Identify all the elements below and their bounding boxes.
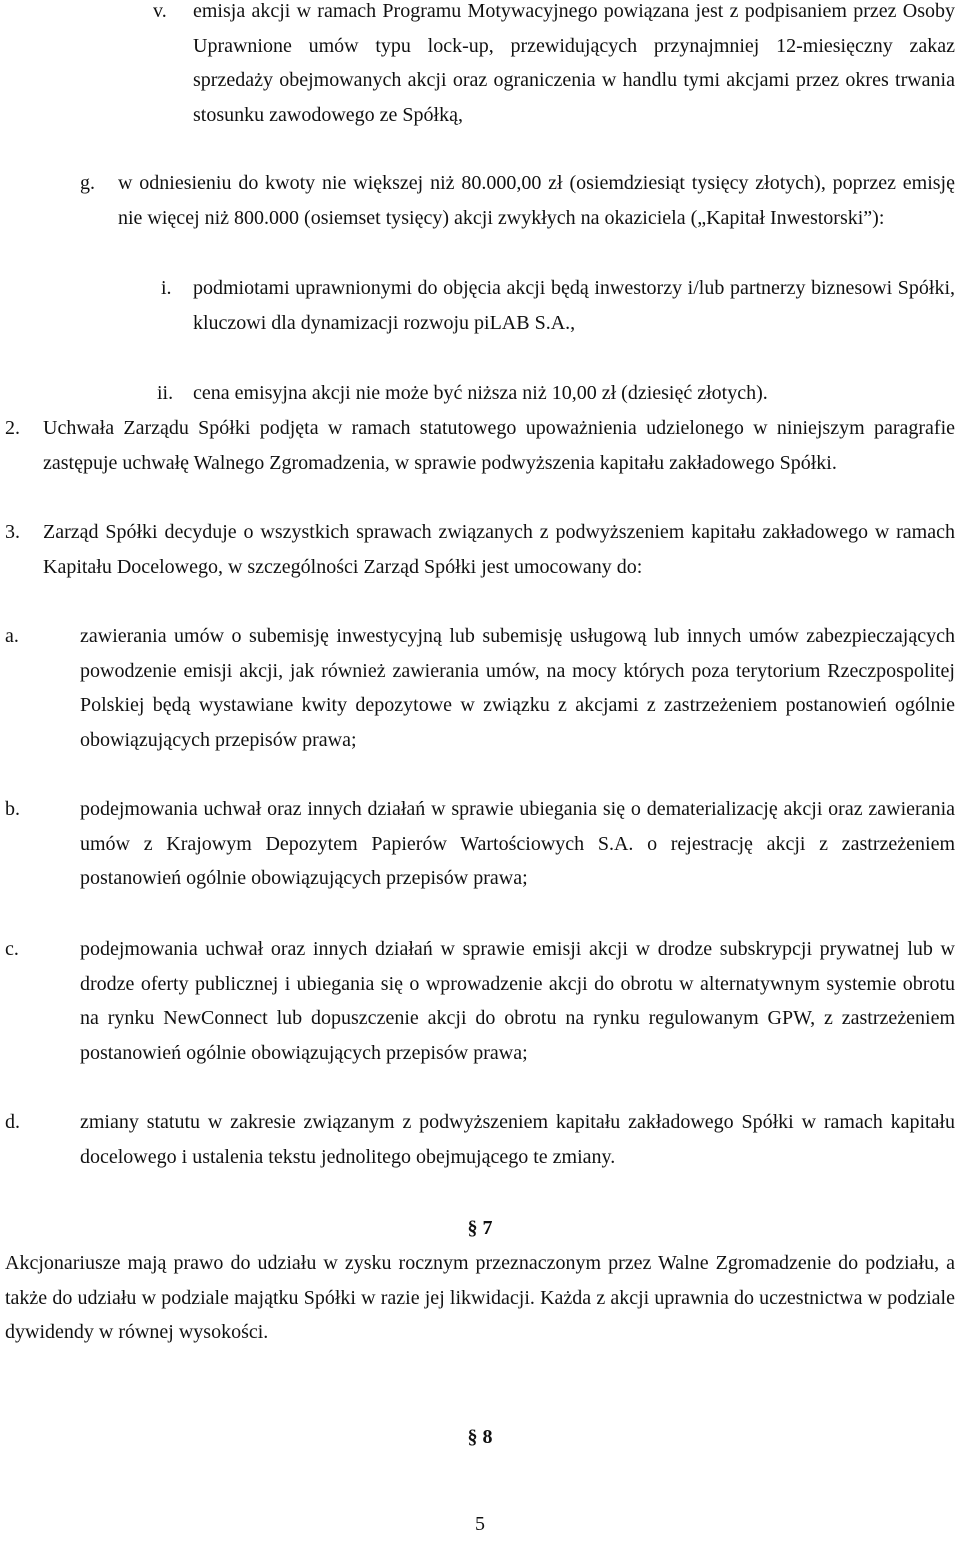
list-item-text: zawierania umów o subemisję inwestycyjną lub subemisję usługową lub innych umów zabezpieczających powodzenie emisji akcji, jak również zawierania umów, na mocy których poza terytorium Rzeczpospolitej Polskiej będą wystawiane kwity depozytowe w związku z akcjami z zastrzeżeniem postanowień ogólnie obowiązujących przepisów prawa; <box>80 625 955 751</box>
list-item-i <box>161 271 955 340</box>
list-marker: i. <box>161 277 172 299</box>
section-heading-8: § 8 <box>467 1426 493 1448</box>
list-item-text: podejmowania uchwał oraz innych działań w sprawie ubiegania się o dematerializację akcji oraz zawierania umów z Krajowym Depozytem Papierów Wartościowych S.A. o rejestrację akcji z zastrzeżeniem postanowień ogólnie obowiązujących przepisów prawa; <box>80 798 955 890</box>
list-item-text: w odniesieniu do kwoty nie większej niż 80.000,00 zł (osiemdziesiąt tysięcy złotych), poprzez emisję nie więcej niż 800.000 (osiemset tysięcy) akcji zwykłych na okaziciela („Kapitał Inwestorski”): <box>118 172 955 229</box>
section-7-paragraph: Akcjonariusze mają prawo do udziału w zysku rocznym przeznaczonym przez Walne Zgromadzenie do podziału, a także do udziału w podziale majątku Spółki w razie jej likwidacji. Każda z akcji uprawnia do uczestnictwa w podziale dywidendy w równej wysokości. <box>5 1252 955 1344</box>
list-item-text: zmiany statutu w zakresie związanym z podwyższeniem kapitału zakładowego Spółki w ramach kapitału docelowego i ustalenia tekstu jednolitego obejmującego te zmiany. <box>80 1111 955 1168</box>
list-marker: ii. <box>157 382 174 404</box>
list-item-ii <box>157 376 955 411</box>
list-item-b <box>5 792 955 896</box>
list-item-text: emisja akcji w ramach Programu Motywacyjnego powiązana jest z podpisaniem przez Osoby Uprawnione umów typu lock-up, przewidujących przynajmniej 12-miesięczny zakaz sprzedaży obejmowanych akcji oraz ograniczenia w handlu tymi akcjami przez okres trwania stosunku zawodowego ze Spółką, <box>193 0 955 126</box>
list-item-d <box>5 1105 955 1174</box>
list-item-text: cena emisyjna akcji nie może być niższa niż 10,00 zł (dziesięć złotych). <box>193 382 768 404</box>
section-heading-7: § 7 <box>467 1217 493 1239</box>
list-item-text: Uchwała Zarządu Spółki podjęta w ramach statutowego upoważnienia udzielonego w niniejszym paragrafie zastępuje uchwałę Walnego Zgromadzenia, w sprawie podwyższenia kapitału zakładowego Spółki. <box>43 417 955 474</box>
list-marker: c. <box>5 938 19 960</box>
list-marker: a. <box>5 625 19 647</box>
list-item-text: Zarząd Spółki decyduje o wszystkich sprawach związanych z podwyższeniem kapitału zakładowego w ramach Kapitału Docelowego, w szczególności Zarząd Spółki jest umocowany do: <box>43 521 955 578</box>
list-marker: 2. <box>5 417 20 439</box>
list-marker: g. <box>80 172 95 194</box>
list-marker: 3. <box>5 521 20 543</box>
list-item-text: podmiotami uprawnionymi do objęcia akcji będą inwestorzy i/lub partnerzy biznesowi Spółki, kluczowi dla dynamizacji rozwoju piLAB S.A., <box>193 277 955 334</box>
list-marker: b. <box>5 798 20 820</box>
list-item-text: podejmowania uchwał oraz innych działań w sprawie emisji akcji w drodze subskrypcji prywatnej lub w drodze oferty publicznej i ubiegania się o wprowadzenie akcji do obrotu w alternatywnym systemie obrotu na rynku NewConnect lub dopuszczenie akcji do obrotu na rynku regulowanym GPW, z zastrzeżeniem postanowień ogólnie obowiązujących przepisów prawa; <box>80 938 955 1064</box>
list-marker: v. <box>153 0 167 22</box>
list-item-c <box>5 932 955 1070</box>
list-item-a <box>5 619 955 757</box>
numbered-item-3 <box>5 515 955 584</box>
list-item-g <box>80 166 955 235</box>
numbered-item-2 <box>5 411 955 480</box>
list-item-v <box>153 0 955 132</box>
list-marker: d. <box>5 1111 20 1133</box>
page-number: 5 <box>475 1513 485 1535</box>
